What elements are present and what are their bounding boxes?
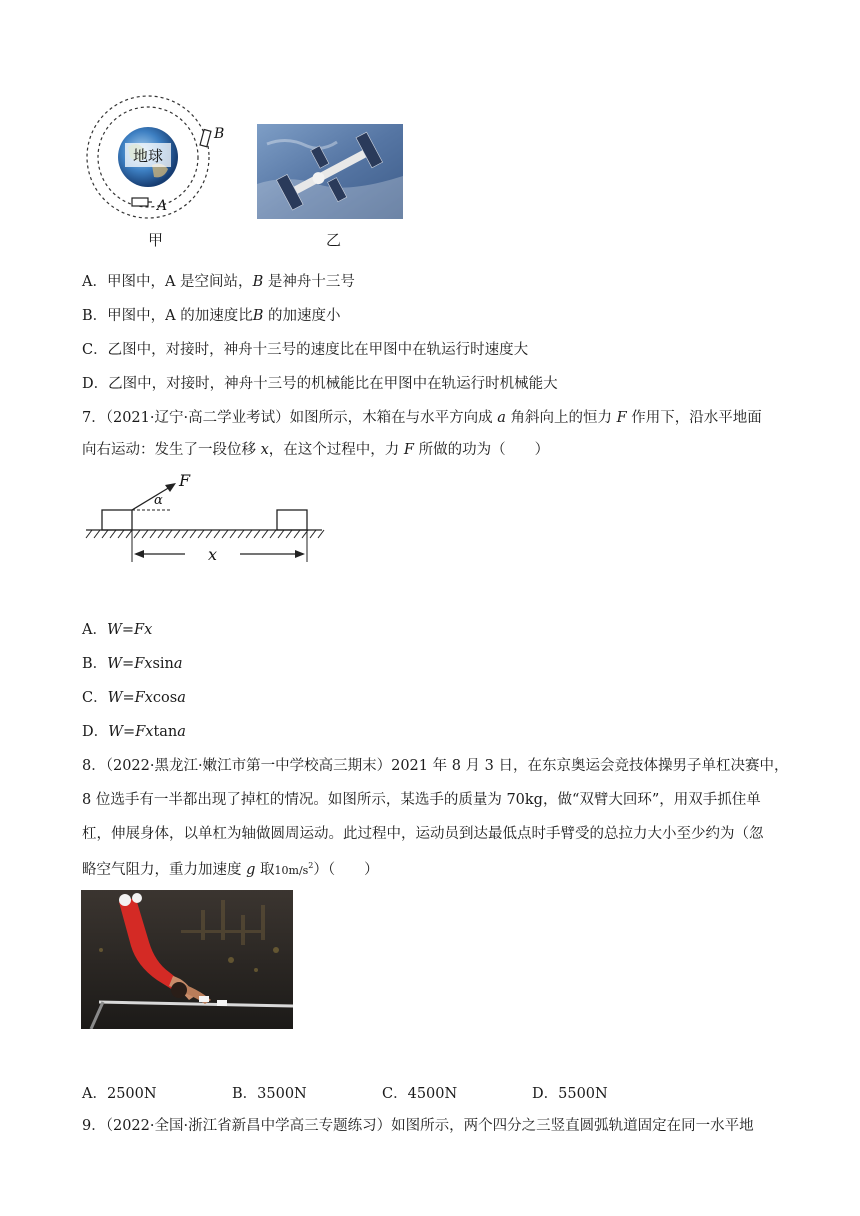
q8-option-a: A．2500N (82, 1086, 157, 1102)
space-station-photo (257, 124, 403, 219)
q8-stem-line3: 杠，伸展身体，以单杠为轴做圆周运动。此过程中，运动员到达最低点时手臂受的总拉力大小至少约为（忽 (82, 826, 764, 842)
earth-label: 地球 (132, 147, 164, 165)
q7-stem-line2: 向右运动：发生了一段位移 x，在这个过程中，力 F 所做的功为（ ） (82, 442, 550, 458)
q7-option-b: B．W=Fxsina (82, 656, 183, 672)
q7-option-a: A．W=Fx (82, 622, 153, 638)
q9-stem-line1: 9．（2022·全国·浙江省新昌中学高三专题练习）如图所示，两个四分之三竖直圆弧轨道固定在同一水平地 (82, 1118, 754, 1134)
q8-option-c: C．4500N (382, 1086, 458, 1102)
orbit-diagram (80, 95, 230, 220)
q6-option-b: B．甲图中，A 的加速度比B 的加速度小 (82, 308, 341, 324)
q6-option-d: D．乙图中，对接时，神舟十三号的机械能比在甲图中在轨运行时机械能大 (82, 376, 558, 392)
q8-stem-line4: 略空气阻力，重力加速度 g 取$10m/s^2$）（ ） (82, 861, 379, 878)
q8-stem-line1: 8．（2022·黑龙江·嫩江市第一中学校高三期末）2021 年 8 月 3 日，在东京奥运会竞技体操男子单杠决赛中， (82, 758, 789, 774)
q8-stem-line2: 8 位选手有一半都出现了掉杠的情况。如图所示，某选手的质量为 70kg，做“双臂大回环”，用双手抓住单 (82, 792, 761, 808)
caption-yi: 乙 (326, 231, 342, 249)
caption-jia: 甲 (148, 231, 164, 249)
q7-option-c: C．W=Fxcosa (82, 690, 186, 706)
q6-option-c: C．乙图中，对接时，神舟十三号的速度比在甲图中在轨运行时速度大 (82, 342, 529, 358)
label-b: B (214, 126, 225, 142)
gymnast-photo (81, 890, 293, 1029)
box-force-diagram (82, 470, 327, 570)
box-end (277, 510, 307, 530)
force-label: F (179, 471, 191, 490)
q7-stem-line1: 7．（2021·辽宁·高二学业考试）如图所示，木箱在与水平方向成 a 角斜向上的恒力 F 作用下，沿水平地面 (82, 410, 762, 426)
q7-option-d: D．W=Fxtana (82, 724, 186, 740)
displacement-label: x (208, 545, 218, 564)
label-a: A (157, 198, 168, 214)
q8-option-b: B．3500N (232, 1086, 307, 1102)
angle-label: α (154, 493, 163, 508)
satellite-a-icon (132, 198, 148, 206)
satellite-b-icon (200, 129, 211, 146)
q8-option-d: D．5500N (532, 1086, 608, 1102)
q6-option-a: A．甲图中，A 是空间站，B 是神舟十三号 (82, 274, 355, 290)
box-start (102, 510, 132, 530)
